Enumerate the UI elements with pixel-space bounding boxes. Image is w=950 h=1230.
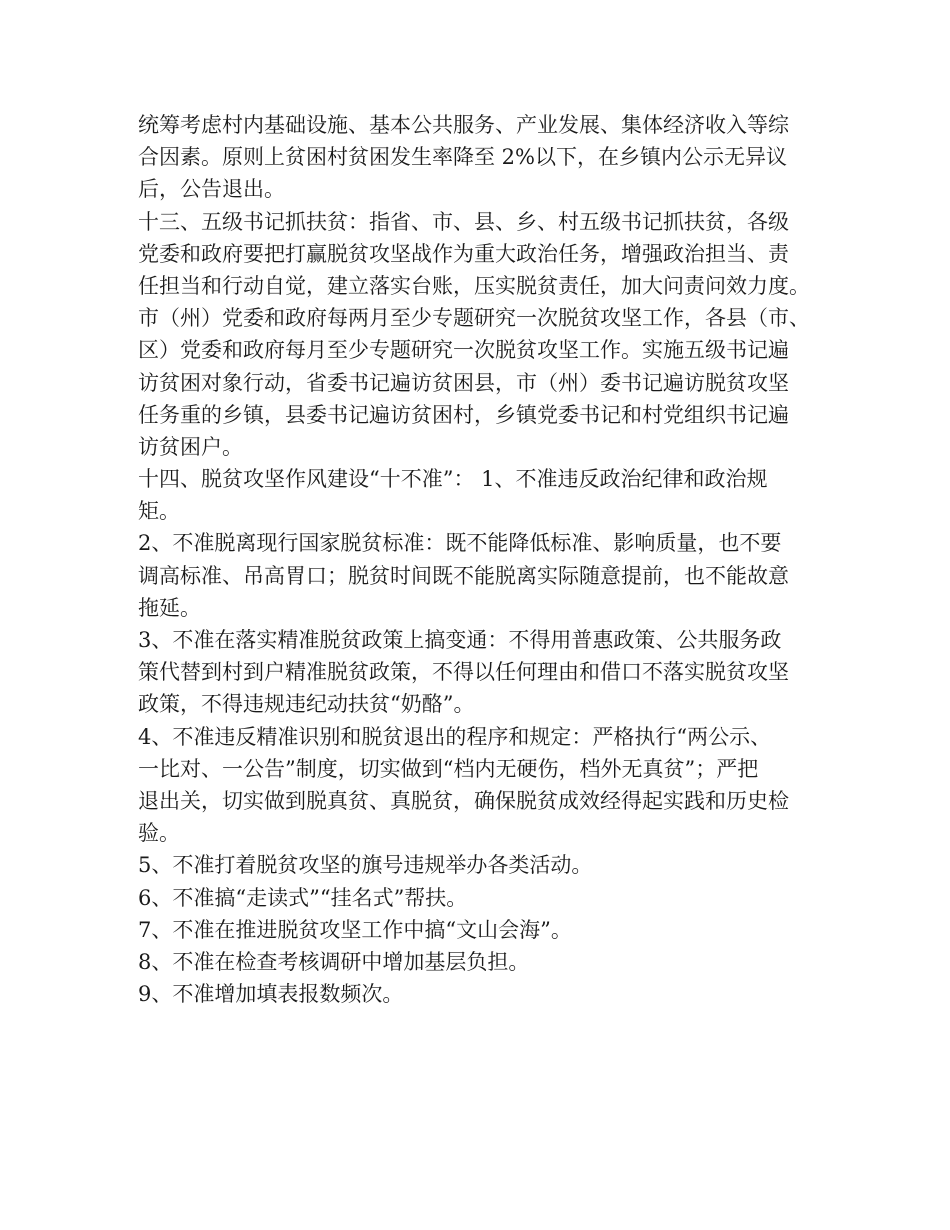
list-item-3-line: 3、不准在落实精准脱贫政策上搞变通：不得用普惠政策、公共服务政 (138, 628, 782, 652)
list-item-7-line: 7、不准在推进脱贫攻坚工作中搞“文山会海”。 (138, 917, 572, 942)
text-line: 统筹考虑村内基础设施、基本公共服务、产业发展、集体经济收入等综 (138, 113, 789, 137)
text-line: 一比对、一公告”制度，切实做到“档内无硬伤，档外无真贫”；严把 (138, 756, 759, 781)
section-14-heading-line: 十四、脱贫攻坚作风建设“十不准”： 1、不准违反政治纪律和政治规 (138, 467, 768, 492)
text-line: 拖延。 (138, 595, 201, 620)
list-item-9-line: 9、不准增加填表报数频次。 (138, 982, 404, 1007)
text-line: 访贫困对象行动，省委书记遍访贫困县，市（州）委书记遍访脱贫攻坚 (138, 370, 789, 395)
text-line: 后，公告退出。 (138, 177, 285, 202)
text-line: 任担当和行动自觉，建立落实台账，压实脱贫责任，加大问责问效力度。 (138, 273, 810, 298)
text-line: 市（州）党委和政府每两月至少专题研究一次脱贫攻坚工作，各县（市、 (138, 306, 810, 331)
text-line: 区）党委和政府每月至少专题研究一次脱贫攻坚工作。实施五级书记遍 (138, 338, 789, 363)
section-13-heading-line: 十三、五级书记抓扶贫：指省、市、县、乡、村五级书记抓扶贫，各级 (138, 209, 789, 234)
text-line: 政策，不得违规违纪动扶贫“奶酪”。 (138, 692, 475, 717)
list-item-5-line: 5、不准打着脱贫攻坚的旗号违规举办各类活动。 (138, 853, 593, 878)
list-item-8-line: 8、不准在检查考核调研中增加基层负担。 (138, 949, 530, 974)
text-line: 任务重的乡镇，县委书记遍访贫困村，乡镇党委书记和村党组织书记遍 (138, 402, 789, 427)
list-item-6-line: 6、不准搞“走读式”“挂名式”帮扶。 (138, 885, 468, 910)
document-body (138, 109, 828, 1010)
text-line: 合因素。原则上贫困村贫困发生率降至 2%以下，在乡镇内公示无异议 (138, 145, 787, 170)
text-line: 党委和政府要把打赢脱贫攻坚战作为重大政治任务，增强政治担当、责 (138, 241, 789, 266)
text-line: 退出关，切实做到脱真贫、真脱贫，确保脱贫成效经得起实践和历史检 (138, 788, 789, 813)
text-line: 验。 (138, 821, 180, 846)
text-line: 调高标准、吊高胃口；脱贫时间既不能脱离实际随意提前，也不能故意 (138, 563, 789, 588)
text-line: 矩。 (138, 499, 180, 524)
text-line: 访贫困户。 (138, 434, 243, 459)
list-item-4-line: 4、不准违反精准识别和脱贫退出的程序和规定：严格执行“两公示、 (138, 724, 772, 749)
list-item-2-line: 2、不准脱离现行国家脱贫标准：既不能降低标准、影响质量，也不要 (138, 531, 782, 556)
text-line: 策代替到村到户精准脱贫政策，不得以任何理由和借口不落实脱贫攻坚 (138, 660, 789, 685)
